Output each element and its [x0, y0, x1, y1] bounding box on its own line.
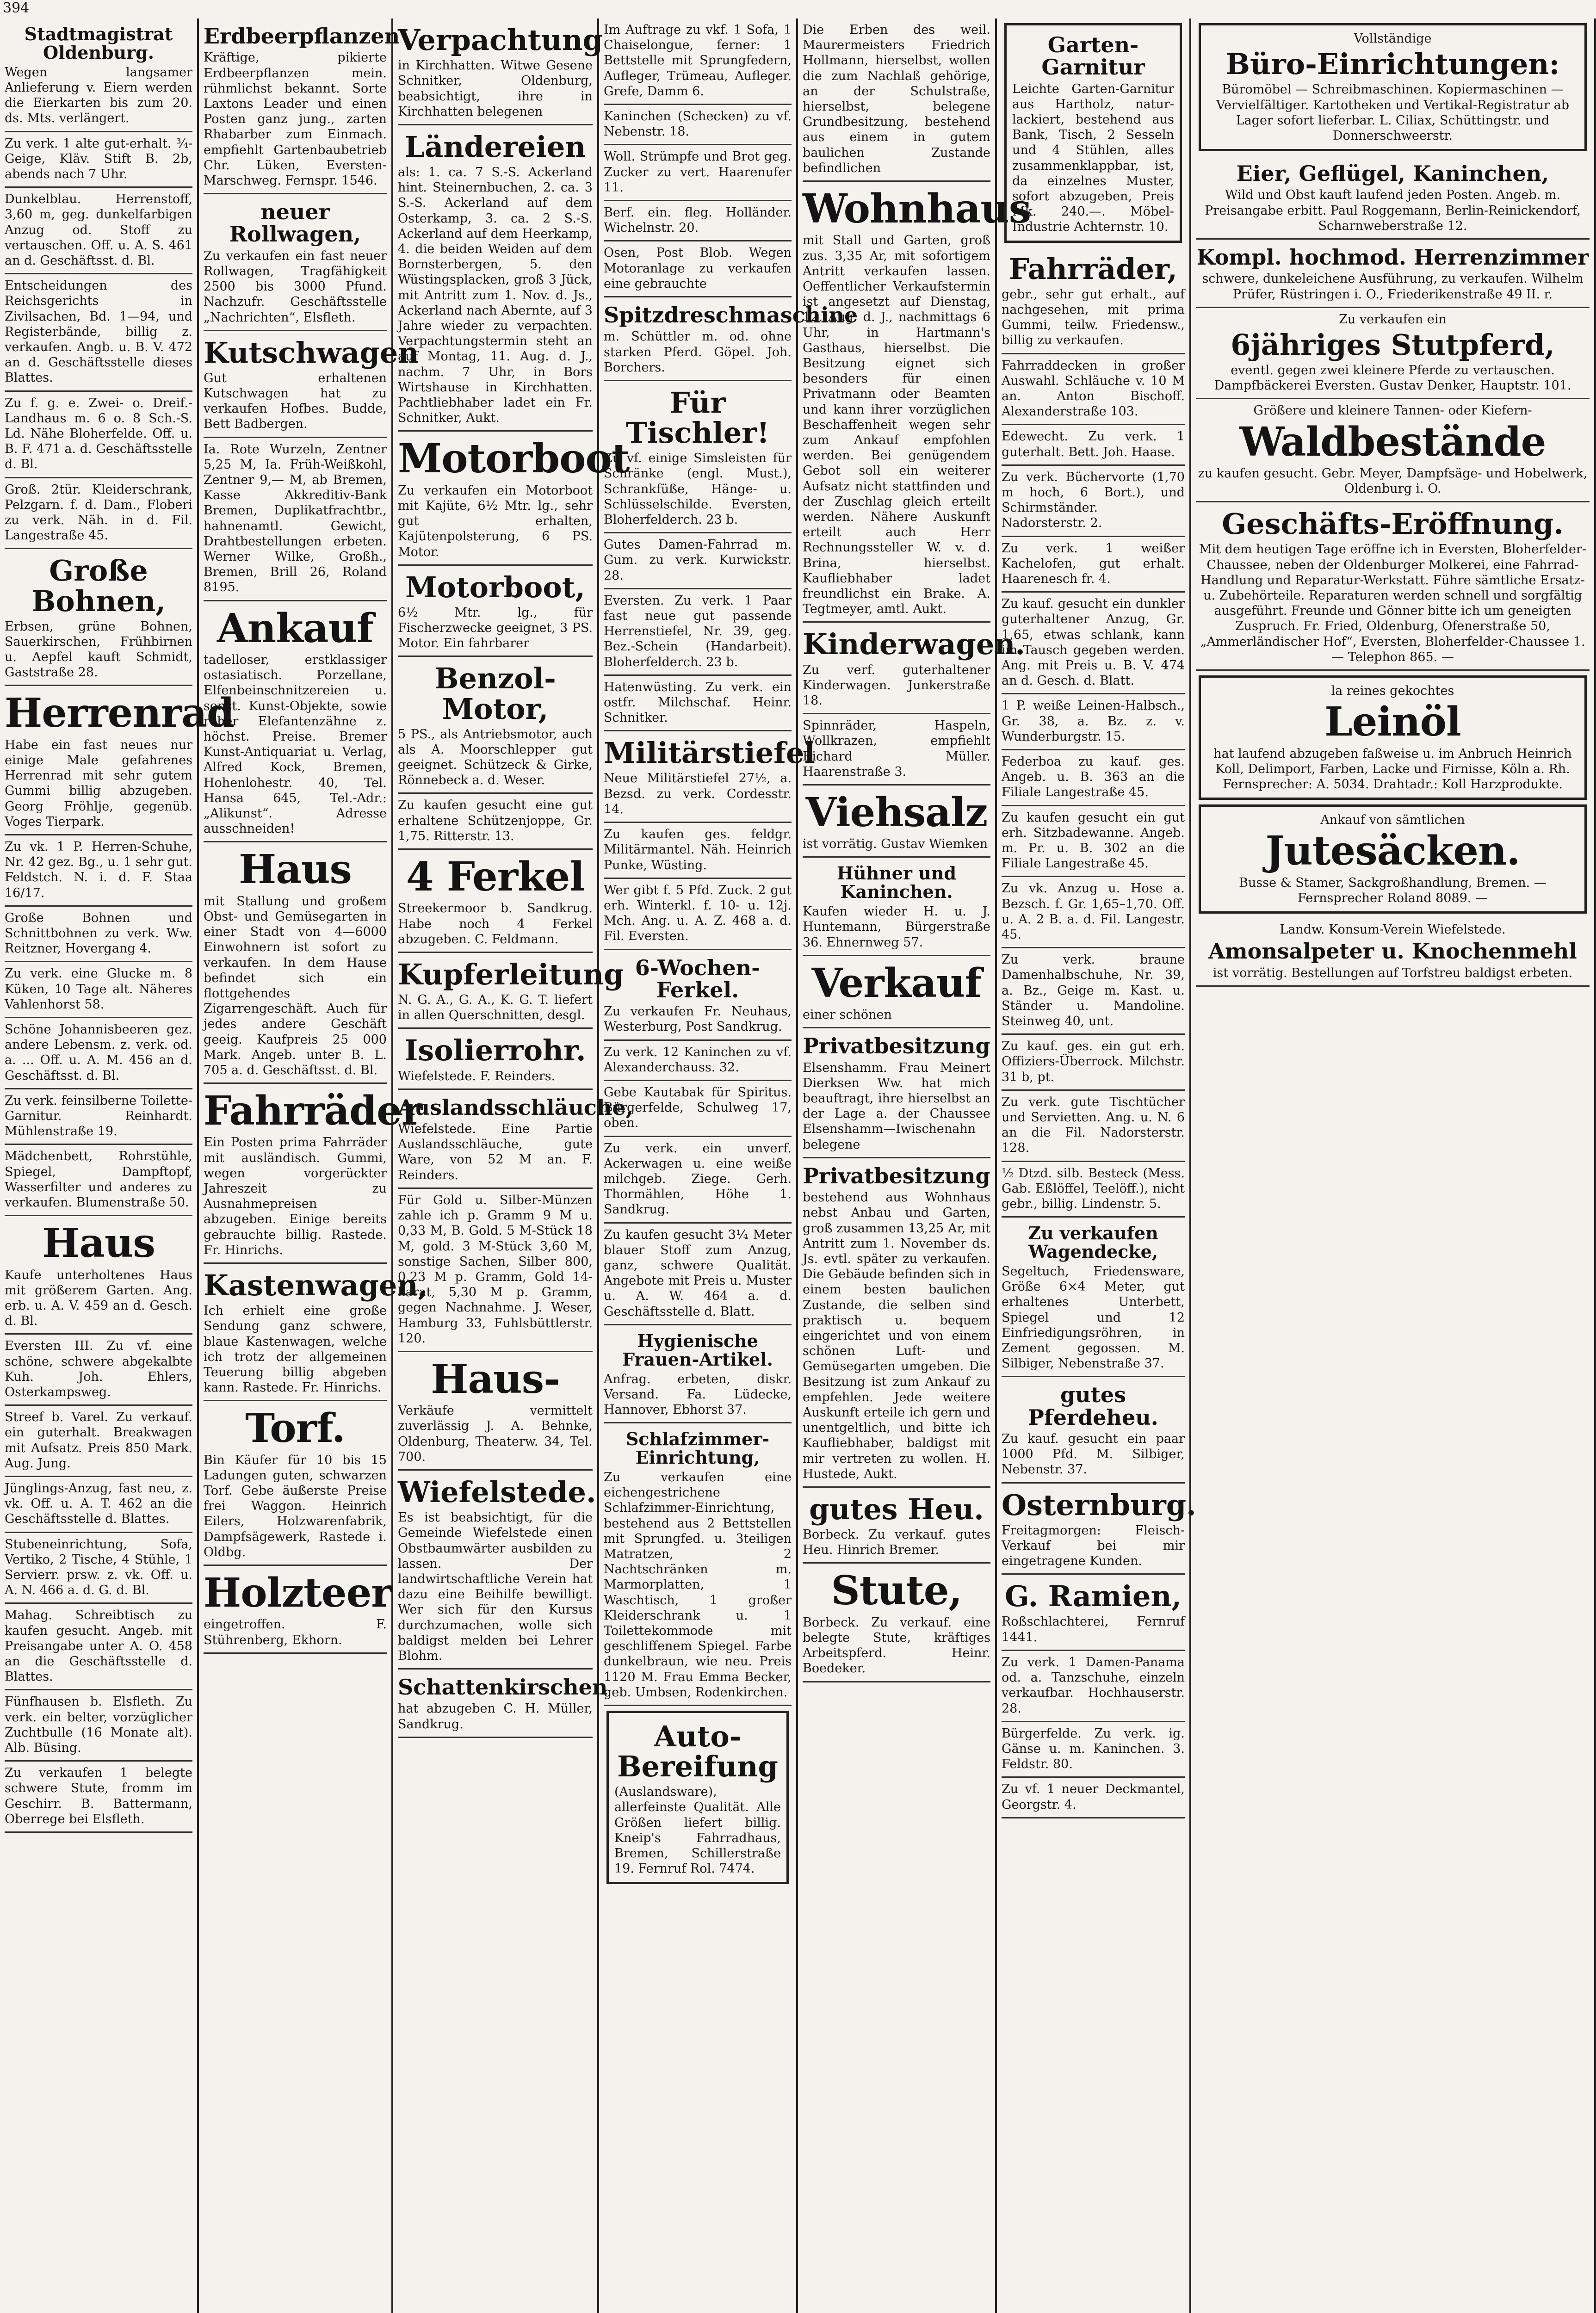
ad-text: Wild und Obst kauft laufend jeden Posten. Angeb. m. Preisangabe erbitt. Paul Roggemann, Berlin-Reinickendorf, Scharnweberstraße 12.	[1205, 188, 1581, 233]
advertisement	[604, 950, 792, 1041]
ad-text: Fahrraddecken in großer Auswahl. Schläuche v. 10 M an. Anton Bischoff. Alexanderstraße 103.	[1002, 358, 1185, 419]
ad-text: Busse & Stamer, Sackgroßhandlung, Bremen. — Fernsprecher Roland 8089. —	[1239, 875, 1547, 905]
ad-headline: G. Ramien,	[1004, 1579, 1182, 1614]
advertisement	[1199, 23, 1587, 151]
advertisement	[398, 1029, 593, 1089]
ad-preline: Landw. Konsum-Verein Wiefelstede.	[1280, 922, 1506, 937]
ad-text: ist vorrätig. Gustav Wiemken	[803, 837, 988, 852]
ad-headline: Hühner und Kaninchen.	[836, 863, 957, 903]
ad-headline: Kupferleitung	[398, 957, 624, 991]
ad-text: Kaninchen (Schecken) zu vf. Nebenstr. 18.	[604, 109, 792, 139]
advertisement	[398, 850, 593, 953]
ad-text: Zu vk. 1 P. Herren-Schuhe, Nr. 42 gez. Bg., u. 1 sehr gut. Feldstch. N. i. d. F. Staa 16/17.	[5, 839, 192, 900]
ad-text: Ich erhielt eine große Sendung ganz schwere, blaue Kastenwagen, welche ich trotz der allgemeinen Teuerung billig abgeben kann. Rastede. Fr. Hinrichs.	[204, 1304, 387, 1395]
ad-text: Mädchenbett, Rohrstühle, Spiegel, Dampftopf, Wasserfilter und anderes zu verkaufen. Blumenstraße 50.	[5, 1149, 192, 1210]
advertisement	[604, 201, 792, 241]
ad-text: Wiefelstede. F. Reinders.	[398, 1069, 556, 1083]
ad-text: (Auslandsware), allerfeinste Qualität. Alle Größen liefert billig. Kneip's Fahrradhaus, Bremen, Schillerstraße 19. Fernruf Rol. 7474.	[614, 1785, 781, 1876]
ad-text: 5 PS., als Antriebsmotor, auch als A. Moorschlepper gut geeignet. Schützeck & Girke, Rönnebeck a. d. Weser.	[398, 727, 593, 788]
ad-headline: Torf.	[245, 1405, 345, 1452]
ad-headline: Fahrräder	[204, 1088, 422, 1135]
ad-text: Die Erben des weil. Maurermeisters Friedrich Hollmann, hierselbst, wollen die zum Nachlaß gehörige, an der Schulstraße, hierselbst, belegene Grundbesitzung, bestehend aus einem in gutem baulichen Zustande befindlichen	[803, 23, 990, 175]
advertisement	[5, 1406, 192, 1477]
advertisement	[803, 956, 990, 1029]
advertisement	[398, 19, 603, 125]
advertisement	[604, 19, 792, 105]
ad-text: Streef b. Varel. Zu verkauf. ein guterhalt. Breakwagen mit Aufsatz. Preis 850 Mark. Aug. Jung.	[5, 1410, 192, 1471]
advertisement	[803, 1564, 990, 1682]
advertisement	[1196, 399, 1590, 502]
ad-headline: Kastenwagen,	[204, 1268, 428, 1303]
advertisement	[803, 1158, 990, 1488]
ad-headline: 4 Ferkel	[406, 853, 585, 901]
advertisement	[1002, 1722, 1185, 1778]
advertisement	[5, 1690, 192, 1762]
advertisement	[1199, 804, 1587, 914]
ad-text: mit Stall und Garten, groß zus. 3,35 Ar, mit sofortigem Antritt verkaufen lassen. Oeffentlicher Verkaufstermin ist angesetzt auf Dienstag, 12. Aug. d. J., nachmittags 6 Uhr, in Hartmann's Gasthaus, hierselbst. Die Besitzung eignet sich besonders für einen Privatmann oder Beamten und kann ihrer vorzüglichen Beschaffenheit wegen sehr zum Ankauf empfohlen werden. Bei genügendem Gebot soll ein weiterer Aufsatz nicht stattfinden und der Zuschlag gleich erteilt werden. Nähere Auskunft erteilt auch Herr Rechnungssteller W. v. d. Brina, hierselbst. Kaufliebhaber ladet freundlichst ein Brake. A. Tegtmeyer, amtl. Aukt.	[803, 233, 990, 617]
advertisement	[5, 1762, 192, 1833]
ad-text: Zu verkaufen ein fast neuer Rollwagen, Tragfähigkeit 2500 bis 3000 Pfund. Nachzufr. Geschäftsstelle „Nachrichten“, Elsfleth.	[204, 248, 387, 325]
column-2	[199, 19, 428, 2313]
ad-text: Habe ein fast neues nur einige Male gefahrenes Herrenrad mit sehr gutem Gummi billig abzugeben. Georg Fröhlje, gegenüb. Voges Tierpark.	[5, 737, 192, 829]
advertisement	[398, 1090, 633, 1189]
advertisement	[5, 1145, 192, 1216]
advertisement	[204, 1084, 422, 1264]
ad-text: Kaufen wieder H. u. J. Huntemann, Bürgerstraße 36. Ehnernweg 57.	[803, 904, 990, 950]
advertisement	[604, 297, 858, 381]
advertisement	[1196, 918, 1590, 987]
ad-text: bestehend aus Wohnhaus nebst Anbau und Garten, groß zusammen 13,25 Ar, mit Antritt zum 1. November ds. Js. evtl. später zu verkaufen. Die Gebäude befinden sich in einem besten baulichen Zustande, die selben sind praktisch u. bequem eingerichtet und von einem schönen Luft- und Gemüsegarten umgeben. Die Besitzung ist zum Ankauf zu empfehlen. Jede weitere Auskunft erteile ich gern und unentgeltlich, und bitte ich Kaufliebhaber, baldigst mit mir vertreten zu wollen. H. Hustede, Aukt.	[803, 1190, 990, 1481]
advertisement	[604, 1041, 792, 1081]
advertisement	[398, 1352, 593, 1471]
ad-text: Streekermoor b. Sandkrug. Habe noch 4 Ferkel abzugeben. C. Feldmann.	[398, 901, 593, 946]
column-1	[0, 19, 234, 2313]
ad-text: hat abzugeben C. H. Müller, Sandkrug.	[398, 1701, 593, 1732]
advertisement	[5, 274, 192, 391]
advertisement	[1004, 23, 1182, 243]
ad-headline: Große Bohnen,	[31, 554, 166, 618]
ad-text: Schöne Johannisbeeren gez. andere Lebensm. z. verk. od. a. ... Off. u. A. M. 456 an d. Geschäftsst. d. Bl.	[5, 1022, 192, 1083]
advertisement	[1002, 425, 1185, 465]
ad-preline: Ankauf von sämtlichen	[1320, 813, 1465, 828]
advertisement	[604, 589, 792, 676]
column-3	[393, 19, 633, 2313]
ad-text: Zu verk. gute Tischtücher und Servietten. Ang. u. N. 6 an die Fil. Nadorsterstr. 128.	[1002, 1095, 1185, 1156]
ad-preline: Größere und kleinere Tannen- oder Kiefern-	[1253, 403, 1532, 418]
ad-text: Borbeck. Zu verkauf. gutes Heu. Hinrich Bremer.	[803, 1528, 990, 1558]
advertisement	[398, 566, 593, 657]
ad-text: Zu verk. braune Damenhalbschuhe, Nr. 39, a. Bz., Geige m. Kast. u. Ständer u. Mandoline. Steinweg 40, unt.	[1002, 952, 1185, 1029]
advertisement	[398, 125, 593, 432]
ad-text: Federboa zu kauf. ges. Angeb. u. B. 363 an die Filiale Langestraße 45.	[1002, 755, 1185, 800]
advertisement	[5, 188, 192, 274]
advertisement	[5, 962, 192, 1018]
ad-text: Für Gold u. Silber-Münzen zahle ich p. Gramm 9 M u. 0,33 M, B. Gold. 5 M-Stück 18 M, gold. 3 M-Stück 3,60 M, sonstige Sachen, Silber 800, 0,23 M p. Gramm, Gold 14-karat, 5,30 M p. Gramm, gegen Nachnahme. J. Weser, Hamburg 33, Fuhlsbüttlerstr. 120.	[398, 1193, 593, 1346]
advertisement	[5, 1604, 192, 1690]
advertisement	[204, 1401, 387, 1566]
advertisement	[1002, 750, 1185, 806]
ad-text: Es ist beabsichtigt, für die Gemeinde Wiefelstede einen Obstbaumwärter ausbilden zu lassen. Der landwirtschaftliche Verein hat dazu eine Beihilfe bewilligt. Wer sich für den Kursus durchzumachen, wolle sich baldigst melden bei Lehrer Blohm.	[398, 1510, 593, 1663]
advertisement	[1002, 1091, 1185, 1162]
ad-text: Berf. ein. fleg. Holländer. Wichelnstr. 20.	[604, 205, 792, 235]
advertisement	[5, 1089, 192, 1145]
ad-headline: Stadtmagistrat Oldenburg.	[24, 24, 173, 63]
ad-text: Edewecht. Zu verk. 1 guterhalt. Bett. Joh. Haase.	[1002, 429, 1185, 459]
ad-text: 6½ Mtr. lg., für Fischerzwecke geeignet, 3 PS. Motor. Ein fahrbarer	[398, 605, 593, 651]
advertisement	[604, 145, 792, 201]
advertisement	[1002, 1218, 1185, 1377]
advertisement	[5, 1216, 192, 1335]
ad-headline: Für Tischler!	[625, 385, 770, 450]
advertisement	[1196, 156, 1590, 240]
ad-headline: Erdbeerpflanzen	[204, 24, 400, 49]
ad-headline: Eier, Geflügel, Kaninchen,	[1236, 161, 1549, 186]
ad-text: Fünfhausen b. Elsfleth. Zu verk. ein belter, vorzüglicher Zuchtbulle (16 Monate alt). Alb. Büsing.	[5, 1695, 192, 1756]
advertisement	[1002, 1035, 1185, 1091]
ad-text: Zu verk. eine Glucke m. 8 Küken, 10 Tage alt. Näheres Vahlenhorst 58.	[5, 966, 192, 1012]
advertisement	[604, 1224, 792, 1325]
ad-text: Zu verkaufen Fr. Neuhaus, Westerburg, Post Sandkrug.	[604, 1004, 792, 1034]
ad-text: Segeltuch, Friedensware, Größe 6×4 Meter, gut erhaltenes Unterbett, Spiegel und 12 Einfriedigungsröhren, in Zement gegossen. M. Silbiger, Nebenstraße 37.	[1002, 1264, 1185, 1371]
ad-text: Gut erhaltenen Kutschwagen hat zu verkaufen Hofbes. Budde, Bett Badbergen.	[204, 371, 387, 432]
ad-text: Große Bohnen und Schnittbohnen zu verk. Ww. Reitzner, Hovergang 4.	[5, 910, 192, 956]
advertisement	[604, 105, 792, 145]
column-5	[798, 19, 1031, 2313]
ad-headline: Wohnhaus	[803, 186, 1031, 233]
ad-text: Zu verk. 1 Damen-Panama od. a. Tanzschuhe, einzeln verkaufbar. Hochhauserstr. 28.	[1002, 1655, 1185, 1716]
ad-headline: Zu verkaufen Wagendecke,	[1028, 1223, 1158, 1262]
advertisement	[1002, 1377, 1185, 1483]
ad-text: Zu verk. 1 weißer Kachelofen, gut erhalt. Haarenesch fr. 4.	[1002, 541, 1185, 586]
ad-text: Elsenshamm. Frau Meinert Dierksen Ww. hat mich beauftragt, ihre hierselbst an der Lage a. der Chaussee Elsenshamm—Iwischenahn belegene	[803, 1060, 990, 1152]
advertisement	[1002, 247, 1185, 354]
ad-text: Gutes Damen-Fahrrad m. Gum. zu verk. Kurwickstr. 28.	[604, 538, 792, 583]
advertisement	[1196, 502, 1590, 671]
advertisement	[803, 1488, 990, 1564]
advertisement	[398, 1670, 608, 1738]
ad-headline: Kompl. hochmod. Herrenzimmer	[1196, 245, 1589, 270]
advertisement	[604, 533, 792, 589]
advertisement	[604, 381, 792, 533]
ad-headline: Jutesäcken.	[1265, 828, 1520, 875]
advertisement	[5, 549, 192, 686]
ad-headline: Haus	[239, 846, 352, 893]
ad-headline: neuer Rollwagen,	[229, 199, 361, 247]
advertisement	[1002, 806, 1185, 878]
ad-text: Zu vf. 1 neuer Deckmantel, Georgstr. 4.	[1002, 1782, 1185, 1812]
advertisement	[5, 132, 192, 188]
ad-headline: Ankauf	[217, 605, 374, 652]
ad-text: Osen, Post Blob. Wegen Motoranlage zu verkaufen eine gebrauchte	[604, 246, 792, 291]
advertisement	[1002, 1575, 1185, 1651]
ad-headline: Ländereien	[404, 130, 586, 164]
advertisement	[5, 478, 192, 550]
ad-headline: Osternburg.	[1002, 1488, 1196, 1522]
advertisement	[1002, 1484, 1196, 1575]
ad-text: Kräftige, pikierte Erdbeerpflanzen mein. rühmlichst bekannt. Sorte Laxtons Leader und einen Posten ganz jung., zarten Rhabarber zum Einmach. empfiehlt Gartenbaubetrieb Chr. Lüken, Eversten-Marschweg. Fernspr. 1546.	[204, 50, 387, 188]
ad-text: Freitagmorgen: Fleisch-Verkauf bei mir eingetragene Kunden.	[1002, 1523, 1185, 1569]
ad-text: Zu verf. guterhaltener Kinderwagen. Junkerstraße 18.	[803, 662, 990, 708]
ad-text: Hatenwüsting. Zu verk. ein ostfr. Milchschaf. Heinr. Schnitker.	[604, 680, 792, 725]
advertisement	[1002, 694, 1185, 750]
ad-headline: Motorboot,	[405, 570, 585, 604]
ad-text: Zu kaufen ges. feldgr. Militärmantel. Näh. Heinrich Punke, Wüsting.	[604, 827, 792, 872]
ad-text: hat laufend abzugeben faßweise u. im Anbruch Heinrich Koll, Delimport, Farben, Lacke und Firnisse, Köln a. Rh. Fernsprecher: A. 5034. Drahtadr.: Koll Harzprodukte.	[1213, 746, 1572, 792]
ad-headline: Holzteer	[204, 1570, 392, 1617]
advertisement	[398, 794, 593, 850]
ad-headline: 6jähriges Stutpferd,	[1231, 328, 1555, 362]
ad-headline: Hygienische Frauen-Artikel.	[622, 1330, 773, 1370]
ad-headline: gutes Heu.	[809, 1492, 984, 1526]
ad-headline: Militärstiefel	[604, 736, 815, 770]
ad-headline: Auslandsschläuche,	[398, 1095, 633, 1120]
ad-headline: Isolierrohr.	[404, 1033, 586, 1068]
ad-text: Wiefelstede. Eine Partie Auslandsschläuche, gute Ware, von 52 M an. F. Reinders.	[398, 1122, 593, 1182]
advertisement	[1196, 240, 1590, 308]
ad-text: ist vorrätig. Bestellungen auf Torfstreu baldigst erbeten.	[1212, 965, 1573, 980]
ad-text: Wegen langsamer Anlieferung v. Eiern werden die Eierkarten bis zum 20. ds. Mts. verlängert.	[5, 65, 192, 126]
ad-text: Eversten. Zu verk. 1 Paar fast neue gut passende Herrenstiefel, Nr. 39, geg. Bez.-Schein (Handarbeit). Bloherfelderch. 23 b.	[604, 593, 792, 669]
ad-headline: Privatbesitzung	[803, 1163, 990, 1188]
advertisement	[398, 1189, 593, 1352]
advertisement	[398, 657, 593, 794]
ad-text: schwere, dunkeleichene Ausführung, zu verkaufen. Wilhelm Prüfer, Rüstringen i. O., Friederikenstraße 49 II. r.	[1202, 272, 1584, 302]
ad-preline: Vollständige	[1354, 31, 1432, 46]
ad-text: N. G. A., G. A., K. G. T. liefert in allen Querschnitten, desgl.	[398, 993, 593, 1023]
advertisement	[204, 194, 387, 331]
ad-text: Zu verkaufen 1 belegte schwere Stute, fromm im Geschirr. B. Battermann, Oberrege bei Elsfleth.	[5, 1766, 192, 1826]
advertisement	[604, 823, 792, 879]
advertisement	[5, 835, 192, 907]
ad-preline: la reines gekochtes	[1331, 684, 1454, 699]
ad-text: Mit dem heutigen Tage eröffne ich in Eversten, Bloherfelder-Chaussee, neben der Oldenburger Molkerei, eine Fahrrad-Handlung und Reparatur-Werkstatt. Führe sämtliche Ersatz- u. Zubehörteile. Reparaturen werden schnell und sorgfältig ausgeführt. Freunde und Gönner bitte ich um geneigten Zuspruch. Fr. Fried, Oldenburg, Ofenerstraße 50, „Ammerländischer Hof“, Eversten, Bloherfelder-Chaussee 1. — Telephon 865. —	[1199, 542, 1587, 664]
ad-text: Leichte Garten-Garnitur aus Hartholz, natur-lackiert, bestehend aus Bank, Tisch, 2 Sesseln und 4 Stühlen, alles zusammenklappbar, ist, da einzelnes Muster, sofort abzugeben, Preis Mk. 240.—. Möbel-Industrie Achternstr. 10.	[1012, 81, 1174, 235]
ad-text: Zu f. g. e. Zwei- o. Dreif.-Landhaus m. 6 o. 8 Sch.-S. Ld. Nähe Bloherfelde. Off. u. B. F. 471 a. d. Geschäftsstelle d. Bl.	[5, 396, 192, 472]
advertisement	[204, 1566, 392, 1654]
column-7	[1191, 19, 1596, 2313]
advertisement	[604, 241, 792, 297]
advertisement	[803, 19, 990, 182]
ad-text: Zu verk. ein unverf. Ackerwagen u. eine weiße milchgeb. Ziege. Gerh. Thormählen, Höhe 1. Sandkrug.	[604, 1141, 792, 1217]
advertisement	[5, 19, 192, 132]
advertisement	[204, 1264, 428, 1401]
advertisement	[1002, 466, 1185, 537]
ad-text: Zu kaufen gesucht ein gut erh. Sitzbadewanne. Angeb. m. Pr. u. B. 302 an die Filiale Langestraße 45.	[1002, 810, 1185, 871]
ad-text: einer schönen	[803, 1008, 892, 1022]
ad-text: Zu verk. 1 alte gut-erhalt. ¾-Geige, Kläv. Stift B. 2b, abends nach 7 Uhr.	[5, 136, 192, 181]
ad-text: Zu vk. Anzug u. Hose a. Bezsch. f. Gr. 1,65–1,70. Off. u. A. 2 B. a. d. Fil. Langestr. 45.	[1002, 881, 1185, 942]
advertisement	[1002, 877, 1185, 948]
advertisement	[1196, 308, 1590, 400]
advertisement	[1002, 593, 1185, 694]
ad-headline: Waldbestände	[1239, 418, 1546, 465]
ad-text: Bin Käufer für 10 bis 15 Ladungen guten, schwarzen Torf. Gebe äußerste Preise frei Waggon. Heinrich Eilers, Holzwarenfabrik, Dampfsägewerk, Rastede i. Oldbg.	[204, 1453, 387, 1559]
ad-preline: Zu verkaufen ein	[1339, 312, 1447, 327]
advertisement	[604, 879, 792, 950]
ad-text: Mahag. Schreibtisch zu kaufen gesucht. Angeb. mit Preisangabe unter A. O. 458 an die Geschäftsstelle d. Blattes.	[5, 1608, 192, 1684]
ad-text: eingetroffen. F. Stührenberg, Ekhorn.	[204, 1617, 387, 1647]
ad-text: Ein Posten prima Fahrräder mit ausländisch. Gummi, wegen vorgerückter Jahreszeit zu Ausnahmepreisen abzugeben. Einige bereits gebrauchte billig. Rastede. Fr. Hinrichs.	[204, 1135, 387, 1257]
ad-text: gebr., sehr gut erhalt., auf nachgesehen, mit prima Gummi, teilw. Friedensw., billig zu verkaufen.	[1002, 287, 1185, 348]
ad-text: Wer gibt f. 5 Pfd. Zuck. 2 gut erh. Winterkl. f. 10- u. 12j. Mch. Ang. u. A. Z. 468 a. d. Fil. Eversten.	[604, 883, 792, 944]
advertisement	[204, 438, 387, 601]
ad-text: Anfrag. erbeten, diskr. Versand. Fa. Lüdecke, Hannover, Ebhorst 37.	[604, 1372, 792, 1417]
ad-text: Zu kaufen gesucht 3¼ Meter blauer Stoff zum Anzug, ganz, schwere Qualität. Angebote mit Preis u. Muster u. A. W. 464 a. d. Geschäftsstelle d. Blatt.	[604, 1227, 792, 1319]
ad-text: Neue Militärstiefel 27½, a. Bezsd. zu verk. Cordesstr. 14.	[604, 771, 792, 816]
ad-text: zu kaufen gesucht. Gebr. Meyer, Dampfsäge- und Hobelwerk, Oldenburg i. O.	[1198, 466, 1588, 496]
advertisement	[604, 731, 815, 823]
ad-headline: Spitzdreschmaschine	[604, 303, 858, 328]
ad-headline: Herrenrad	[5, 690, 234, 737]
advertisement	[5, 1018, 192, 1089]
ad-text: ½ Dtzd. silb. Besteck (Mess. Gab. Eßlöffel, Teelöff.), nicht gebr., billig. Lindenstr. 5.	[1002, 1166, 1185, 1212]
advertisement	[204, 19, 400, 194]
advertisement	[604, 676, 792, 732]
ad-headline: Garten-Garnitur	[1041, 32, 1145, 80]
ad-text: Zu kauf. gesucht ein dunkler guterhaltener Anzug, Gr. 1,65, etwas schlank, kann im Tausch gegeben werden. Ang. mit Preis u. B. V. 474 an d. Gesch. d. Blatt.	[1002, 597, 1185, 688]
advertisement	[1199, 675, 1587, 800]
ad-text: Büromöbel — Schreibmaschinen. Kopiermaschinen — Vervielfältiger. Kartotheken und Vertikal-Registratur ab Lager sofort lieferbar. L. Ciliax, Schüttingstr. und Donnerschweerstr.	[1216, 82, 1570, 143]
advertisement	[1002, 948, 1185, 1035]
ad-text: mit Stallung und großem Obst- und Gemüsegarten in einer Stadt von 4—6000 Einwohnern ist sofort zu verkaufen. In dem Hause befindet sich ein flottgehendes Zigarrengeschäft. Auch für jedes andere Geschäft geeig. Kaufpreis 25 000 Mark. Angeb. unter B. L. 705 a. d. Geschäftsst. d. Bl.	[204, 894, 387, 1077]
ad-text: Gebe Kautabak für Spiritus. Bürgerfelde, Schulweg 17, oben.	[604, 1085, 792, 1131]
ad-text: Zu kaufen gesucht eine gut erhaltene Schützenjoppe, Gr. 1,75. Ritterstr. 13.	[398, 798, 593, 843]
ad-headline: Privatbesitzung	[803, 1033, 990, 1059]
ad-headline: Geschäfts-Eröffnung.	[1222, 507, 1564, 541]
ad-text: Ia. Rote Wurzeln, Zentner 5,25 M, Ia. Früh-Weißkohl, Zentner 9,— M, ab Bremen, Kasse Akkreditiv-Bank Bremen, Duplikatfrachtbr., hahnenamtl. Gewicht, Drahtbestellungen erbeten. Werner Wilke, Großh., Bremen, Brill 26, Roland 8195.	[204, 442, 387, 595]
ad-headline: Verkauf	[811, 959, 982, 1007]
advertisement	[604, 1137, 792, 1224]
advertisement	[803, 714, 990, 785]
advertisement	[398, 953, 624, 1029]
ad-headline: Schlafzimmer-Einrichtung,	[625, 1429, 769, 1468]
advertisement	[204, 842, 387, 1084]
advertisement	[1002, 537, 1185, 593]
ad-text: Zu kauf. gesucht ein paar 1000 Pfd. M. Silbiger, Nebenstr. 37.	[1002, 1432, 1185, 1477]
ad-text: Verkäufe vermittelt zuverlässig J. A. Behnke, Oldenburg, Theaterw. 34, Tel. 700.	[398, 1404, 593, 1464]
advertisement	[803, 785, 990, 858]
ad-headline: Fahrräder,	[1009, 252, 1177, 286]
ad-text: Spinnräder, Haspeln, Wollkrazen, empfiehlt Richard Müller. Haarenstraße 3.	[803, 718, 990, 779]
ad-text: m. Schüttler m. od. ohne starken Pferd. Göpel. Joh. Borchers.	[604, 329, 792, 375]
ad-headline: Amonsalpeter u. Knochenmehl	[1208, 939, 1577, 964]
advertisement	[604, 1325, 792, 1423]
ad-text: Zu verk. feinsilberne Toilette-Garnitur. Reinhardt. Mühlenstraße 19.	[5, 1093, 192, 1139]
ad-text: Im Auftrage zu vkf. 1 Sofa, 1 Chaiselongue, ferner: 1 Bettstelle mit Sprungfedern, Aufleger, Trümeau, Aufleger. Grefe, Damm 6.	[604, 23, 792, 99]
ad-text: Zu verk. Büchervorte (1,70 m hoch, 6 Bort.), und Schirmständer. Nadorsterstr. 2.	[1002, 470, 1185, 531]
advertisement	[606, 1711, 789, 1884]
ad-headline: Haus-	[431, 1355, 560, 1403]
ad-headline: Schattenkirschen	[398, 1675, 608, 1700]
ad-text: tadelloser, erstklassiger ostasiatisch. Porzellane, Elfenbeinschnitzereien u. sonst. Kunst-Objekte, sowie roher Elefantenzähne z. höchst. Preise. Bremer Kunst-Antiquariat u. Verlag, Alfred Kock, Bremen, Hohenlohestr. 40, Tel. Hansa 645, Tel.-Adr.: „Alikunst“. Adresse ausschneiden!	[204, 652, 387, 836]
ad-headline: Benzol-Motor,	[434, 662, 556, 726]
ad-headline: Wiefelstede.	[398, 1475, 596, 1509]
ad-text: Zu kauf. ges. ein gut erh. Offiziers-Überrock. Milchstr. 31 b, pt.	[1002, 1039, 1185, 1084]
advertisement	[5, 1533, 192, 1604]
ad-headline: Kinderwagen.	[803, 627, 1025, 662]
page-number: 394	[3, 0, 30, 16]
ad-text: eventl. gegen zwei kleinere Pferde zu vertauschen. Dampfbäckerei Eversten. Gustav Denker, Hauptstr. 101.	[1214, 363, 1571, 393]
advertisement	[5, 1477, 192, 1533]
ad-headline: Kutschwagen	[204, 335, 419, 370]
advertisement	[604, 1423, 792, 1706]
advertisement	[5, 1335, 192, 1406]
advertisement	[5, 686, 234, 835]
ad-text: Jünglings-Anzug, fast neu, z. vk. Off. u. A. T. 462 an die Geschäftsstelle d. Blattes.	[5, 1481, 192, 1527]
ad-text: Eversten III. Zu vf. eine schöne, schwere abgekalbte Kuh. Joh. Ehlers, Osterkampsweg.	[5, 1339, 192, 1399]
ad-headline: Leinöl	[1324, 699, 1461, 746]
ad-headline: Stute,	[831, 1567, 962, 1614]
advertisement	[604, 1081, 792, 1137]
advertisement	[398, 432, 630, 565]
ad-text: in Kirchhatten. Witwe Gesene Schnitker, Oldenburg, beabsichtigt, ihre in Kirchhatten belegenen	[398, 58, 593, 119]
advertisement	[1002, 354, 1185, 426]
advertisement	[1002, 1778, 1185, 1818]
ad-text: Groß. 2tür. Kleiderschrank, Pelzgarn. f. d. Dam., Floberi zu verk. Näh. in d. Fil. Langestraße 45.	[5, 482, 192, 543]
advertisement	[803, 182, 1031, 623]
ad-text: Zu verk. 12 Kaninchen zu vf. Alexanderchauss. 32.	[604, 1045, 792, 1075]
ad-text: als: 1. ca. 7 S.-S. Ackerland hint. Steinernbuchen, 2. ca. 3 S.-S. Ackerland auf dem Osterkamp, 3. ca. 2 S.-S. Ackerland auf dem Heerkamp, 4. die beiden Weiden auf dem Bornsterbergen, 5. den Wüstingsplacken, groß 3 Jück, mit Antritt zum 1. Nov. d. Js., Ackerland nach Aberntе, auf 3 Jahre wieder zu verpachten. Verpachtungstermin steht an auf Montag, 11. Aug. d. J., nachm. 7 Uhr, in Bors Wirtshause in Kirchhatten. Pachtliebhaber ladet ein Fr. Schnitker, Aukt.	[398, 165, 593, 426]
ad-text: Zu verkaufen ein Motorboot mit Kajüte, 6½ Mtr. lg., sehr gut erhalten, Kajütenpolsterung, 6 PS. Motor.	[398, 483, 593, 559]
ad-text: Borbeck. Zu verkauf. eine belegte Stute, kräftiges Arbeitspferd. Heinr. Boedeker.	[803, 1615, 990, 1676]
ad-headline: Motorboot	[398, 435, 630, 482]
ad-headline: Haus	[42, 1220, 155, 1267]
ad-text: Zu vf. einige Simsleisten für Schränke (engl. Must.), Schrankfüße, Hänge- u. Schlüsselschilde. Eversten, Bloherfelderch. 23 b.	[604, 451, 792, 527]
ad-headline: 6-Wochen-Ferkel.	[635, 955, 761, 1002]
column-6	[997, 19, 1196, 2313]
advertisement	[803, 623, 1025, 714]
advertisement	[1002, 1651, 1185, 1722]
ad-headline: Viehsalz	[805, 789, 988, 836]
advertisement	[204, 331, 419, 438]
ad-text: Bürgerfelde. Zu verk. ig. Gänse u. m. Kaninchen. 3. Feldstr. 80.	[1002, 1726, 1185, 1772]
advertisement	[5, 907, 192, 963]
advertisement	[398, 1471, 596, 1670]
advertisement	[803, 1028, 990, 1158]
ad-text: 1 P. weiße Leinen-Halbsch., Gr. 38, a. Bz. z. v. Wunderburgstr. 15.	[1002, 699, 1185, 744]
ad-headline: gutes Pferdeheu.	[1028, 1382, 1158, 1430]
ad-text: Stubeneinrichtung, Sofa, Vertiko, 2 Tische, 4 Stühle, 1 Servierr. prsw. z. vk. Off. u. A. N. 466 a. d. G. d. Bl.	[5, 1537, 192, 1598]
ad-text: Roßschlachterei, Fernruf 1441.	[1002, 1614, 1185, 1645]
ad-text: Kaufe unterholtenes Haus mit größerem Garten. Ang. erb. u. A. V. 459 an d. Gesch. d. Bl.	[5, 1268, 192, 1329]
advertisement	[204, 601, 387, 843]
advertisement	[803, 858, 990, 956]
advertisement	[1002, 1162, 1185, 1218]
ad-text: Erbsen, grüne Bohnen, Sauerkirschen, Frühbirnen u. Aepfel kauft Schmidt, Gaststraße 28.	[5, 619, 192, 680]
ad-headline: Auto-Bereifung	[617, 1719, 778, 1784]
ad-text: Zu verkaufen eine eichengestrichene Schlafzimmer-Einrichtung, bestehend aus 2 Bettstellen mit Sprungfed. u. 3teiligen Matratzen, 2 Nachtschränken m. Marmorplatten, 1 Waschtisch, 1 großer Kleiderschrank u. 1 Toilettekommode mit geschliffenem Spiegel. Farbe dunkelbraun, wie neu. Preis 1120 M. Frau Emma Becker, geb. Umbsen, Rodenkirchen.	[604, 1470, 792, 1700]
ad-text: Entscheidungen des Reichsgerichts in Zivilsachen, Bd. 1—94, und Registerbände, billig z. verkaufen. Angb. u. B. V. 472 an d. Geschäftsstelle dieses Blattes.	[5, 278, 192, 385]
advertisement	[5, 392, 192, 478]
ad-text: Dunkelblau. Herrenstoff, 3,60 m, geg. dunkelfarbigen Anzug od. Stoff zu vertauschen. Off. u. A. S. 461 an d. Geschäftsst. d. Bl.	[5, 192, 192, 268]
ad-text: Woll. Strümpfe und Brot geg. Zucker zu vert. Haarenufer 11.	[604, 149, 792, 195]
ad-headline: Büro-Einrichtungen:	[1225, 47, 1560, 81]
ad-headline: Verpachtung	[398, 23, 603, 57]
